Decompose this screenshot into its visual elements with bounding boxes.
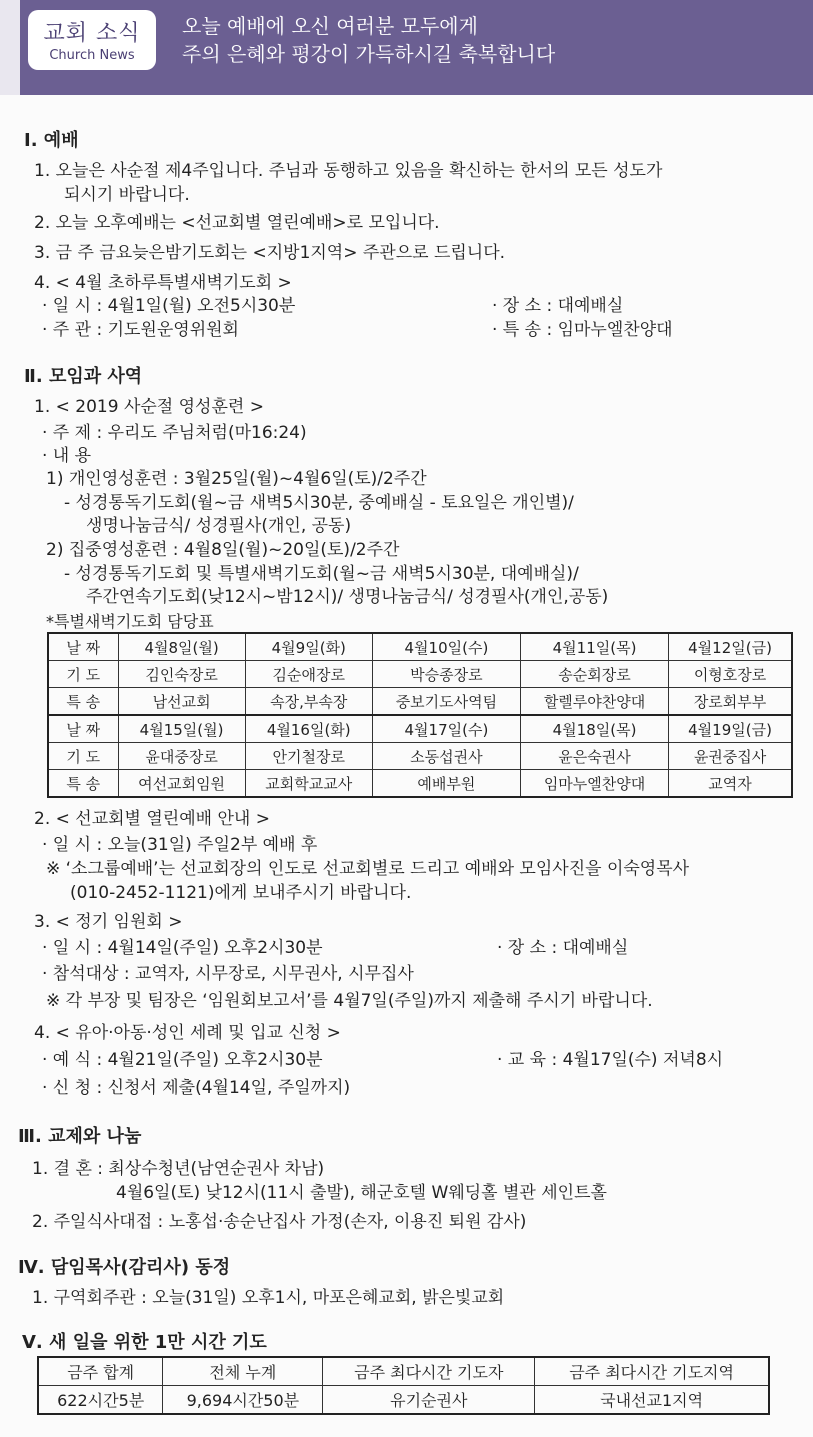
meal-sponsor: 2. 주일식사대접 : 노홍섭·송순난집사 가정(손자, 이용진 퇴원 감사)	[32, 1212, 527, 1232]
table-cell: 박승종장로	[372, 661, 520, 688]
table-cell: 특 송	[48, 770, 118, 798]
table-row	[48, 743, 792, 770]
table-cell: 예배부원	[372, 770, 520, 798]
table-header-cell: 금주 최다시간 기도지역	[535, 1357, 769, 1386]
worship-item-4: 4. < 4월 초하루특별새벽기도회 >	[34, 273, 292, 293]
header-strip	[0, 0, 20, 95]
open-worship-title: 2. < 선교회별 열린예배 안내 >	[34, 809, 270, 829]
dawn-prayer-schedule-table	[47, 632, 793, 798]
worship-item-1: 1. 오늘은 사순절 제4주입니다. 주님과 동행하고 있음을 확신하는 한서의 모든 성도가	[34, 161, 663, 181]
dawn-prayer-time: · 일 시 : 4월1일(월) 오전5시30분	[42, 296, 296, 316]
greeting-line-1: 오늘 예배에 오신 여러분 모두에게	[182, 14, 478, 38]
dawn-prayer-place: · 장 소 : 대예배실	[492, 296, 624, 316]
table-row	[48, 661, 792, 688]
table-cell: 날 짜	[48, 633, 118, 661]
table-cell: 송순회장로	[520, 661, 668, 688]
table-cell: 4월19일(금)	[669, 715, 792, 743]
table-row	[38, 1357, 769, 1386]
board-meeting-time: · 일 시 : 4월14일(주일) 오후2시30분	[42, 938, 323, 958]
section-5-title: Ⅴ. 새 일을 위한 1만 시간 기도	[22, 1332, 267, 1353]
table-cell: 4월15일(월)	[118, 715, 245, 743]
worship-item-2: 2. 오늘 오후예배는 <선교회별 열린예배>로 모입니다.	[34, 213, 440, 233]
table-cell: 김인숙장로	[118, 661, 245, 688]
table-cell: 9,694시간50분	[163, 1386, 323, 1415]
table-cell: 이형호장로	[669, 661, 792, 688]
table-cell: 4월10일(수)	[372, 633, 520, 661]
table-row	[48, 688, 792, 716]
wedding-details: 4월6일(토) 낮12시(11시 출발), 해군호텔 W웨딩홀 별관 세인트홀	[116, 1183, 607, 1203]
table-cell: 날 짜	[48, 715, 118, 743]
open-worship-note-2: (010-2452-1121)에게 보내주시기 바랍니다.	[70, 883, 412, 903]
table-cell: 국내선교1지역	[535, 1386, 769, 1415]
greeting-line-2: 주의 은혜와 평강이 가득하시길 축복합니다	[182, 42, 556, 66]
baptism-education: · 교 육 : 4월17일(수) 저녁8시	[497, 1050, 724, 1070]
baptism-application: · 신 청 : 신청서 제출(4월14일, 주일까지)	[42, 1078, 351, 1098]
table-cell: 속장,부속장	[245, 688, 372, 716]
table-cell: 4월17일(수)	[372, 715, 520, 743]
pastor-schedule: 1. 구역회주관 : 오늘(31일) 오후1시, 마포은혜교회, 밝은빛교회	[32, 1288, 505, 1308]
table-row	[38, 1386, 769, 1415]
table-cell: 소동섭권사	[372, 743, 520, 770]
wedding-announcement: 1. 결 혼 : 최상수청년(남연순권사 차남)	[32, 1159, 325, 1179]
table-cell: 윤권중집사	[669, 743, 792, 770]
badge-title-ko: 교회 소식	[43, 21, 141, 46]
lent-training-content: · 내 용	[42, 446, 92, 466]
table-cell: 남선교회	[118, 688, 245, 716]
open-worship-note-1: ※ ‘소그룹예배’는 선교회장의 인도로 선교회별로 드리고 예배와 모임사진을 이숙영목사	[46, 859, 690, 879]
worship-item-3: 3. 금 주 금요늦은밤기도회는 <지방1지역> 주관으로 드립니다.	[34, 243, 506, 263]
table-cell: 임마누엘찬양대	[520, 770, 668, 798]
personal-training: 1) 개인영성훈련 : 3월25일(월)~4월6일(토)/2주간	[46, 469, 427, 489]
header-banner	[0, 0, 813, 95]
lent-training-theme: · 주 제 : 우리도 주님처럼(마16:24)	[42, 423, 307, 443]
baptism-ceremony: · 예 식 : 4월21일(주일) 오후2시30분	[42, 1050, 323, 1070]
table-cell: 기 도	[48, 661, 118, 688]
table-cell: 여선교회임원	[118, 770, 245, 798]
board-meeting-place: · 장 소 : 대예배실	[497, 938, 629, 958]
table-cell: 4월12일(금)	[669, 633, 792, 661]
table-cell: 특 송	[48, 688, 118, 716]
prayer-hours-table	[37, 1356, 770, 1415]
table-cell: 교역자	[669, 770, 792, 798]
worship-item-1-cont: 되시기 바랍니다.	[64, 185, 190, 205]
table-row	[48, 770, 792, 798]
section-3-title: Ⅲ. 교제와 나눔	[18, 1126, 142, 1147]
table-cell: 622시간5분	[38, 1386, 163, 1415]
dawn-prayer-host: · 주 관 : 기도원운영위원회	[42, 320, 239, 340]
personal-training-detail-1: - 성경통독기도회(월~금 새벽5시30분, 중예배실 - 토요일은 개인별)/	[64, 493, 574, 513]
badge-title-en: Church News	[49, 48, 135, 63]
board-meeting-note: ※ 각 부장 및 팀장은 ‘임원회보고서’를 4월7일(주일)까지 제출해 주시기 바랍니다.	[46, 991, 653, 1011]
board-meeting-title: 3. < 정기 임원회 >	[34, 912, 183, 932]
table-cell: 유기순권사	[323, 1386, 535, 1415]
section-4-title: Ⅳ. 담임목사(감리사) 동정	[18, 1257, 231, 1278]
table-header-cell: 금주 합계	[38, 1357, 163, 1386]
table-cell: 장로회부부	[669, 688, 792, 716]
table-cell: 4월18일(목)	[520, 715, 668, 743]
personal-training-detail-2: 생명나눔금식/ 성경필사(개인, 공동)	[86, 516, 352, 536]
header-greeting	[182, 12, 555, 68]
table-cell: 4월8일(월)	[118, 633, 245, 661]
table-cell: 안기철장로	[245, 743, 372, 770]
table-cell: 윤대중장로	[118, 743, 245, 770]
section-2-title: Ⅱ. 모임과 사역	[24, 366, 143, 387]
table-cell: 할렐루야찬양대	[520, 688, 668, 716]
table-cell: 김순애장로	[245, 661, 372, 688]
table-cell: 기 도	[48, 743, 118, 770]
table-cell: 4월9일(화)	[245, 633, 372, 661]
dawn-schedule-title: *특별새벽기도회 담당표	[46, 612, 214, 631]
table-cell: 4월16일(화)	[245, 715, 372, 743]
board-meeting-attendees: · 참석대상 : 교역자, 시무장로, 시무권사, 시무집사	[42, 964, 414, 984]
intensive-training-detail-2: 주간연속기도회(낮12시~밤12시)/ 생명나눔금식/ 성경필사(개인,공동)	[86, 587, 609, 607]
section-1-title: Ⅰ. 예배	[24, 130, 79, 151]
lent-training-title: 1. < 2019 사순절 영성훈련 >	[34, 397, 264, 417]
table-row	[48, 633, 792, 661]
baptism-title: 4. < 유아·아동·성인 세례 및 입교 신청 >	[34, 1023, 341, 1043]
intensive-training: 2) 집중영성훈련 : 4월8일(월)~20일(토)/2주간	[46, 540, 400, 560]
church-news-badge	[28, 10, 156, 70]
table-cell: 4월11일(목)	[520, 633, 668, 661]
intensive-training-detail-1: - 성경통독기도회 및 특별새벽기도회(월~금 새벽5시30분, 대예배실)/	[64, 564, 579, 584]
table-cell: 중보기도사역팀	[372, 688, 520, 716]
open-worship-time: · 일 시 : 오늘(31일) 주일2부 예배 후	[42, 835, 318, 855]
table-cell: 윤은숙권사	[520, 743, 668, 770]
table-row	[48, 715, 792, 743]
dawn-prayer-music: · 특 송 : 임마누엘찬양대	[492, 320, 673, 340]
table-cell: 교회학교교사	[245, 770, 372, 798]
table-header-cell: 금주 최다시간 기도자	[323, 1357, 535, 1386]
table-header-cell: 전체 누계	[163, 1357, 323, 1386]
